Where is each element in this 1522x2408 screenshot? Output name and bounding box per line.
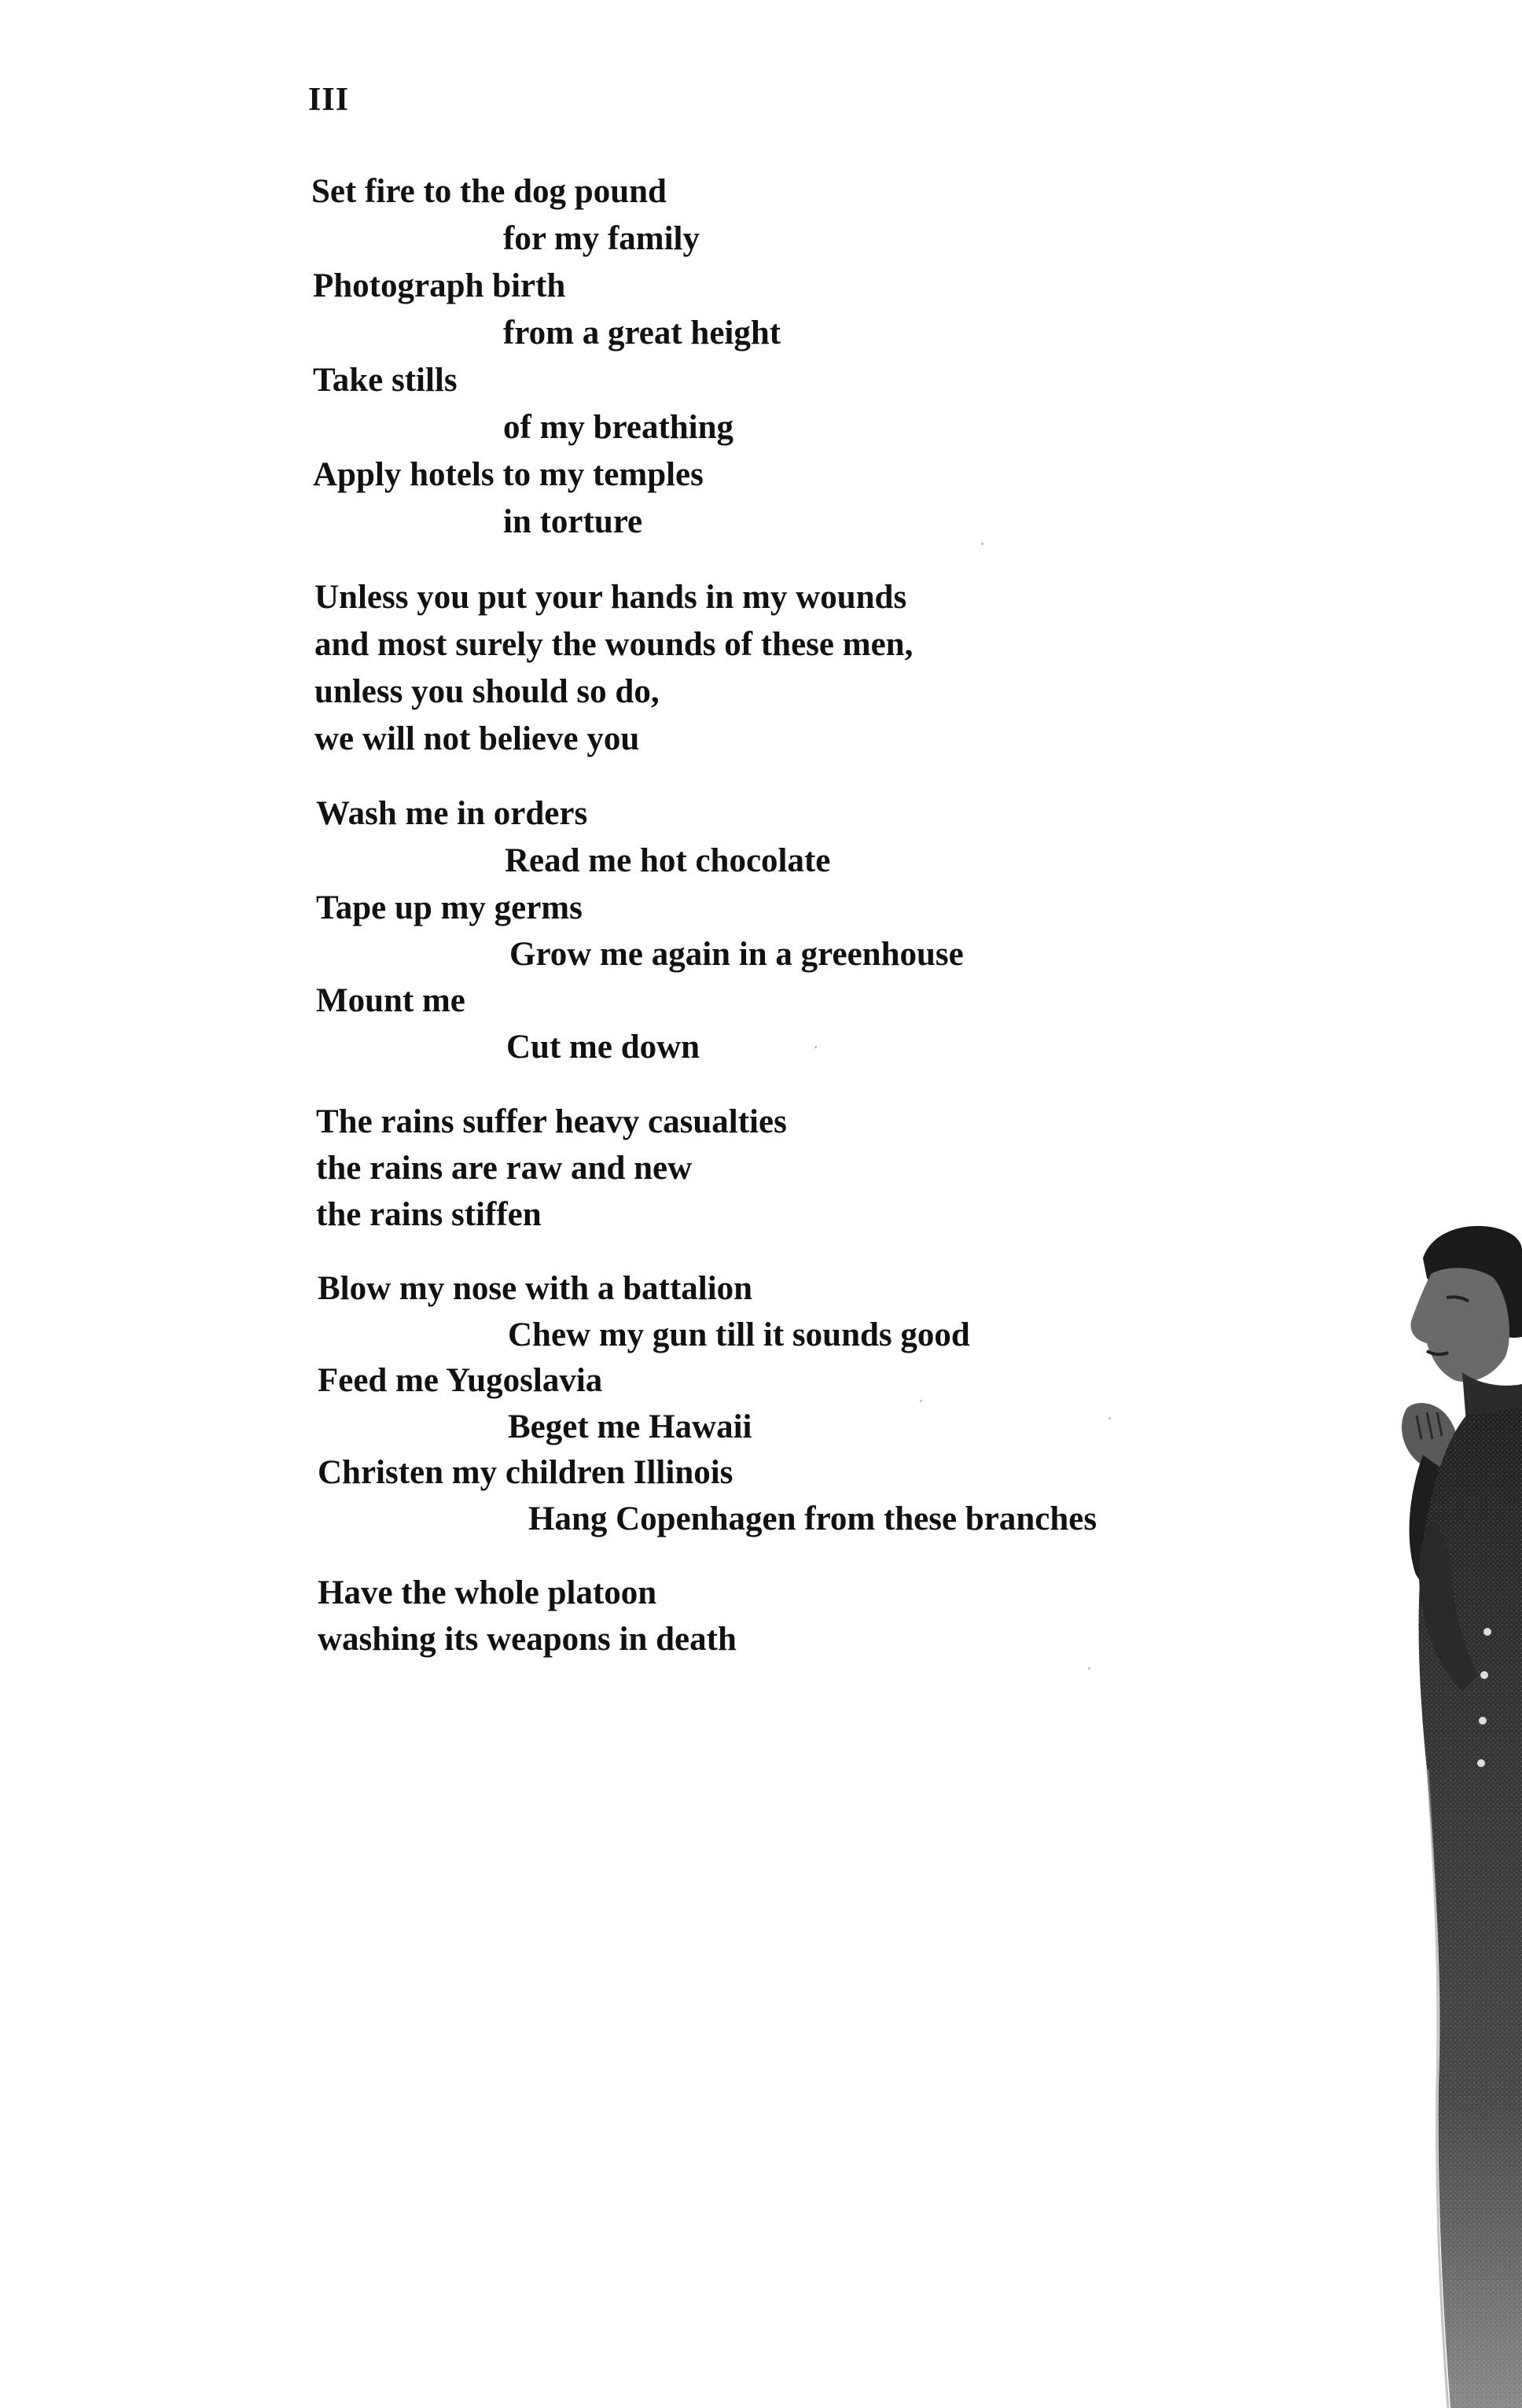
poem-line: washing its weapons in death — [318, 1621, 737, 1658]
poem-line: Mount me — [316, 982, 465, 1019]
poem-line: Feed me Yugoslavia — [318, 1362, 603, 1399]
poem-line: we will not believe you — [314, 720, 640, 757]
poem-line: Have the whole platoon — [318, 1574, 657, 1611]
scan-speck — [814, 1046, 817, 1048]
poem-line: Read me hot chocolate — [505, 842, 831, 879]
poem-line: Apply hotels to my temples — [313, 456, 704, 493]
scan-speck — [981, 543, 983, 545]
poem-line: Chew my gun till it sounds good — [508, 1316, 970, 1353]
poem-line: Unless you put your hands in my wounds — [314, 579, 907, 616]
poem-line: Beget me Hawaii — [508, 1408, 752, 1445]
scan-speck — [1088, 1667, 1090, 1670]
poem-line: unless you should so do, — [314, 673, 660, 710]
poem-line: in torture — [503, 503, 643, 540]
section-number: III — [308, 82, 350, 118]
poem-line: Cut me down — [506, 1029, 700, 1066]
poem-line: Hang Copenhagen from these branches — [528, 1500, 1097, 1537]
poem-line: of my breathing — [503, 409, 734, 446]
poem-line: the rains stiffen — [316, 1196, 542, 1233]
poem-line: The rains suffer heavy casualties — [316, 1103, 787, 1140]
poem-line: Blow my nose with a battalion — [318, 1270, 753, 1307]
figure-photograph — [1266, 1203, 1522, 2408]
poem-line: from a great height — [503, 315, 781, 352]
poem-line: Set fire to the dog pound — [311, 173, 667, 210]
scan-speck — [920, 1400, 922, 1402]
scan-speck — [1108, 1417, 1111, 1419]
poem-line: Tape up my germs — [316, 889, 583, 926]
poem-line: the rains are raw and new — [316, 1150, 693, 1187]
poem-line: and most surely the wounds of these men, — [314, 626, 914, 663]
poem-line: Christen my children Illinois — [318, 1454, 733, 1491]
poem-line: Wash me in orders — [316, 795, 588, 832]
poem-line: Photograph birth — [313, 267, 566, 304]
poem-line: Take stills — [313, 362, 458, 399]
poem-line: Grow me again in a greenhouse — [509, 936, 964, 973]
poem-line: for my family — [503, 220, 700, 257]
